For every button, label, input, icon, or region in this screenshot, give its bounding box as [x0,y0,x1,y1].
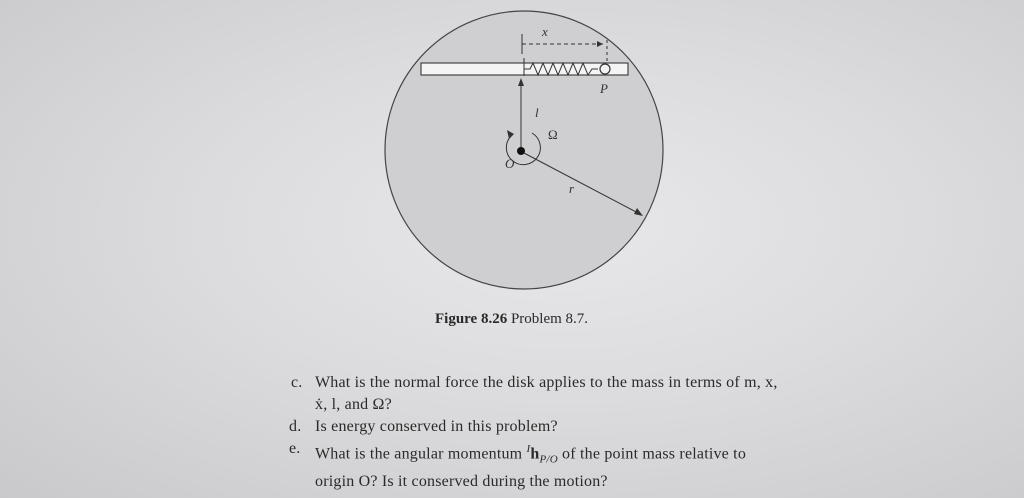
question-text: What is the normal force the disk applies to the mass in terms of m, x, [315,374,778,391]
question-letter: c. [291,374,303,391]
label-P: P [600,81,608,96]
question-c [283,372,883,416]
question-e [283,438,883,493]
question-letter: e. [289,440,301,457]
angular-momentum-symbol: h [530,445,540,463]
question-text-line2: ẋ, l, and Ω? [315,396,392,413]
question-text: Is energy conserved in this problem? [315,418,558,435]
question-d [283,416,883,438]
label-omega: Ω [548,127,558,142]
label-l: l [535,105,539,120]
question-list [283,372,883,493]
question-text-line2: origin O? Is it conserved during the motion? [315,472,608,490]
figure-caption [435,311,588,328]
question-letter: d. [289,418,302,435]
caption-label: Figure 8.26 [435,311,508,327]
label-O: O [505,156,515,171]
point-mass-P [600,64,610,74]
label-r: r [569,181,575,196]
label-x: x [542,24,548,39]
origin-O-point [517,147,525,155]
frame-superscript: I [526,443,531,455]
question-text [315,438,883,471]
momentum-subscript: P/O [539,453,558,466]
caption-text: Problem 8.7. [510,311,589,327]
question-text-post: of the point mass relative to [562,445,747,463]
question-text-pre: What is the angular momentum [315,445,523,463]
